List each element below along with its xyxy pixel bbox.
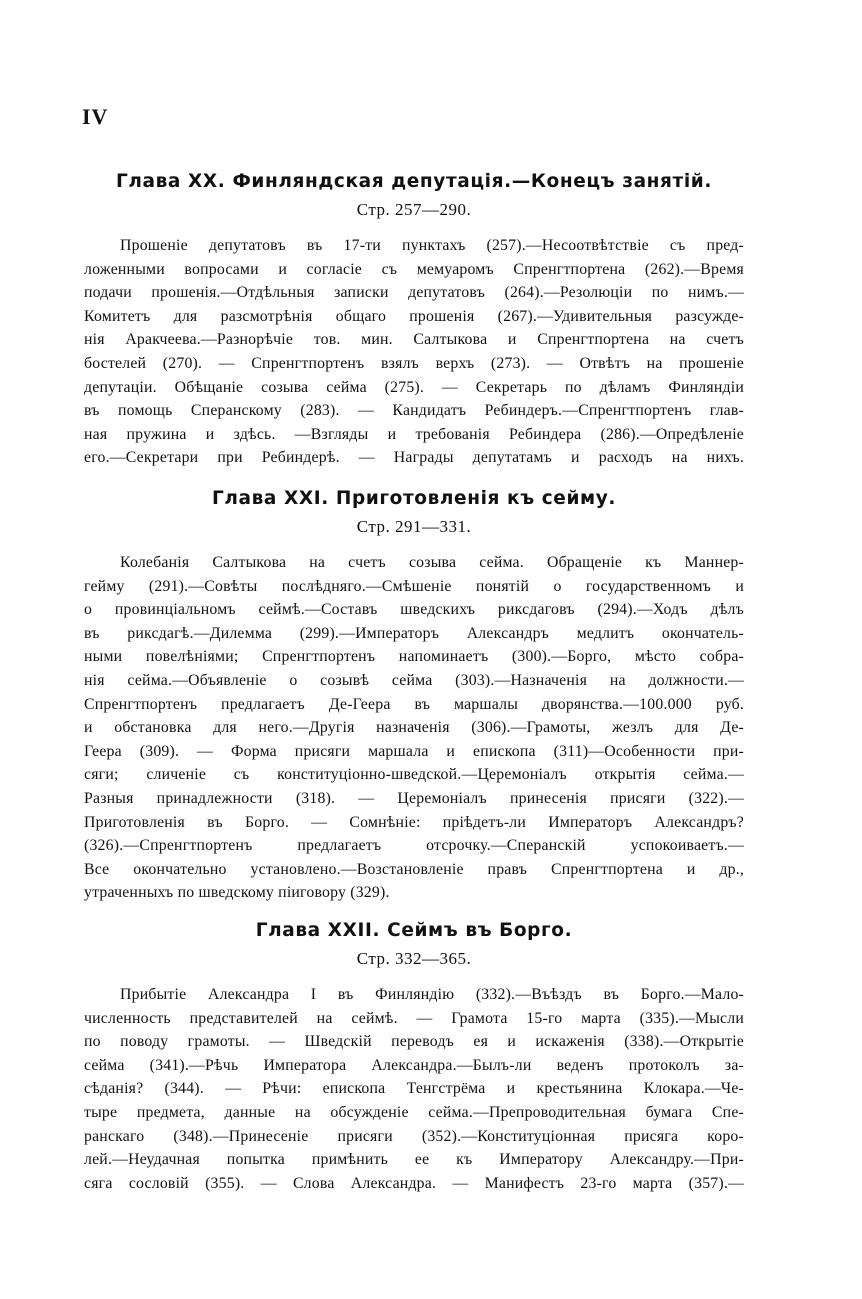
chapter-summary <box>84 234 744 470</box>
summary-line: сяга сословій (355). — Слова Александра. — Манифестъ 23-го марта (357).— <box>84 1174 744 1192</box>
summary-line: гейму (291).—Совѣты послѣдняго.—Смѣшеніе понятій о государственномъ и <box>84 577 744 595</box>
summary-line: и обстановка для него.—Другія назначенія (306).—Грамоты, жезлъ для Де- <box>84 719 744 737</box>
page-number: IV <box>82 104 109 129</box>
chapter-xxii <box>84 920 744 1195</box>
chapter-summary <box>84 983 744 1195</box>
chapter-summary <box>84 551 744 905</box>
summary-line: (326).—Спренгтпортенъ предлагаетъ отсрочку.—Сперанскій успокоиваетъ.— <box>84 837 744 855</box>
summary-line: ложенными вопросами и согласіе съ мемуаромъ Спренгтпортена (262).—Время <box>84 260 744 278</box>
chapter-page-range: Стр. 257—290. <box>356 200 472 219</box>
summary-line: въ риксдагѣ.—Дилемма (299).—Императоръ Александръ медлитъ окончатель- <box>84 624 744 642</box>
chapter-xx <box>84 171 744 470</box>
summary-line: тыре предмета, данные на обсужденіе сейма.—Препроводительная бумага Спе- <box>84 1103 744 1121</box>
summary-line: о провинціальномъ сеймѣ.—Составъ шведскихъ риксдаговъ (294).—Ходъ дѣлъ <box>84 601 744 619</box>
summary-line: Комитетъ для разсмотрѣнія общаго прошенія (267).—Удивительныя разсужде- <box>84 307 744 325</box>
chapter-title: Глава XX. Финляндская депутація.—Конецъ занятій. <box>116 171 712 192</box>
summary-line: ная пружина и здѣсь. —Взгляды и требованія Ребиндера (286).—Опредѣленіе <box>84 425 744 443</box>
summary-line: Прошеніе депутатовъ въ 17-ти пунктахъ (257).—Несоотвѣтствіе съ пред- <box>120 237 744 254</box>
summary-line: Колебанія Салтыкова на счетъ созыва сейма. Обращеніе къ Маннер- <box>120 554 744 571</box>
summary-line: въ помощь Сперанскому (283). — Кандидатъ Ребиндеръ.—Спренгтпортенъ глав- <box>84 402 744 420</box>
chapter-page-range: Стр. 332—365. <box>356 949 472 968</box>
summary-line: его.—Секретари при Ребиндерѣ. — Награды депутатамъ и расходъ на нихъ. <box>84 449 744 467</box>
chapter-page-range: Стр. 291—331. <box>356 517 472 536</box>
summary-line: утраченныхъ по шведскому пiиговору (329). <box>84 884 390 902</box>
summary-line: по поводу грамоты. — Шведскій переводъ ея и искаженія (338).—Открытіе <box>84 1033 744 1051</box>
summary-line: Спренгтпортенъ предлагаетъ Де-Геера въ маршалы дворянства.—100.000 руб. <box>84 695 744 713</box>
chapter-xxi <box>84 488 744 905</box>
summary-line: подачи прошенія.—Отдѣльныя записки депутатовъ (264).—Резолюціи по нимъ.— <box>84 284 744 302</box>
summary-line: Прибытіе Александра I въ Финляндію (332).—Въѣздъ въ Борго.—Мало- <box>120 986 744 1003</box>
summary-line: ранскаго (348).—Принесеніе присяги (352).—Конституціонная присяга коро- <box>84 1127 744 1145</box>
summary-line: Приготовленія въ Борго. — Сомнѣніе: пріѣдетъ-ли Императоръ Александръ? <box>84 813 744 831</box>
chapter-title: Глава XXII. Сеймъ въ Борго. <box>255 920 573 941</box>
summary-line: нія Аракчеева.—Разнорѣчіе тов. мин. Салтыкова и Спренгтпортена на счетъ <box>84 331 744 349</box>
summary-line: ными повелѣніями; Спренгтпортенъ напоминаетъ (300).—Борго, мѣсто собра- <box>84 648 744 666</box>
summary-line: численность представителей на сеймѣ. — Грамота 15-го марта (335).—Мысли <box>84 1009 744 1027</box>
summary-line: лей.—Неудачная попытка примѣнить ее къ Императору Александру.—При- <box>84 1151 744 1169</box>
summary-line: Разныя принадлежности (318). — Церемоніалъ принесенія присяги (322).— <box>84 789 744 807</box>
summary-line: сѣданія? (344). — Рѣчи: епископа Тенгстрёма и крестьянина Клокара.—Че- <box>84 1080 744 1098</box>
summary-line: нія сейма.—Объявленіе о созывѣ сейма (303).—Назначенія на должности.— <box>84 671 744 689</box>
chapter-title: Глава XXI. Приготовленія къ сейму. <box>211 488 617 509</box>
summary-line: депутаціи. Обѣщаніе созыва сейма (275). — Секретарь по дѣламъ Финляндіи <box>84 378 744 396</box>
summary-line: сейма (341).—Рѣчь Императора Александра.—Былъ-ли веденъ протоколъ за- <box>84 1056 744 1074</box>
summary-line: бостелей (270). — Спренгтпортенъ взялъ верхъ (273). — Отвѣтъ на прошеніе <box>84 354 744 372</box>
summary-line: сяги; сличеніе съ конституціонно-шведской.—Церемоніалъ открытія сейма.— <box>84 766 744 784</box>
summary-line: Все окончательно установлено.—Возстановленіе правъ Спренгтпортена и др., <box>84 860 744 878</box>
summary-line: Геера (309). — Форма присяги маршала и епископа (311)—Особенности при- <box>84 742 744 760</box>
